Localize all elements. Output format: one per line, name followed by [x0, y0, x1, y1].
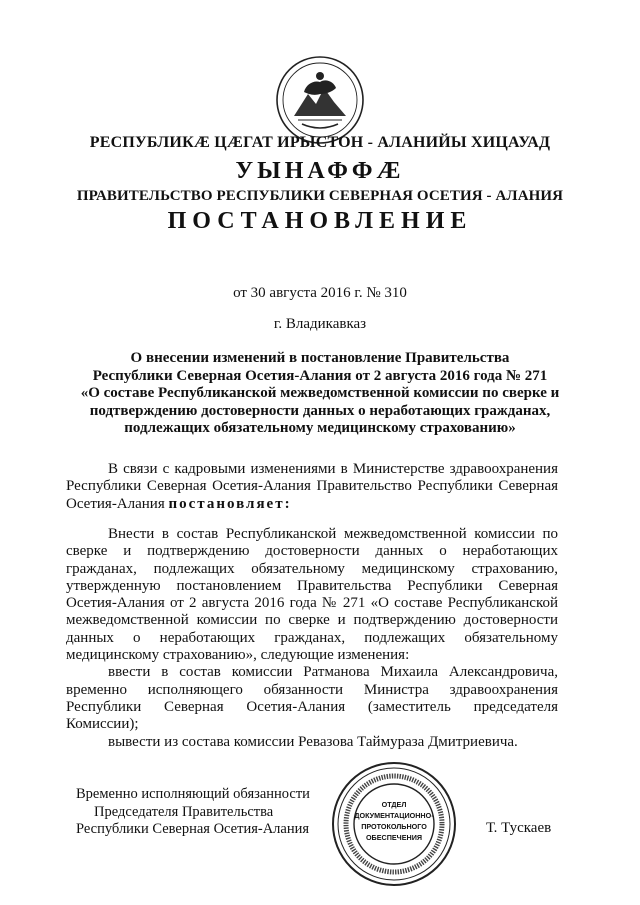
seal-text: ДОКУМЕНТАЦИОННО- [354, 811, 434, 820]
title-line: О внесении изменений в постановление Правительства [130, 350, 510, 366]
title-line: «О составе Республиканской межведомственной комиссии по сверке и [80, 385, 560, 401]
official-seal-stamp [330, 760, 458, 888]
seal-text: ОБЕСПЕЧЕНИЯ [365, 833, 423, 842]
signature-line: Временно исполняющий обязанности [76, 786, 310, 802]
preamble-paragraph [66, 461, 558, 513]
coat-of-arms-emblem-icon [274, 54, 366, 146]
document-title [60, 350, 580, 438]
body-item-add: ввести в состав комиссии Ратманова Михаила Александровича, временно исполняющего обязанности Министра здравоохранения Республики Северная Осетия-Алания (заместитель председателя Комиссии); [66, 664, 558, 733]
title-line: подтверждению достоверности данных о неработающих гражданах, [89, 402, 551, 419]
header-ossetian-decree: УЫНАФФӔ [235, 158, 405, 184]
signature-line: Республики Северная Осетия-Алания [76, 821, 310, 837]
title-line: подлежащих обязательному медицинскому страхованию» [124, 420, 516, 436]
signature-block [76, 786, 336, 839]
title-line: Республики Северная Осетия-Алания от 2 августа 2016 года № 271 [92, 367, 548, 384]
header-ossetian-republic: РЕСПУБЛИКӔ ЦӔГАТ ИРЫСТОН - АЛАНИЙЫ ХИЦАУАД [89, 134, 551, 151]
seal-text: ОТДЕЛ [381, 800, 407, 809]
body-item-remove: вывести из состава комиссии Ревазова Таймураза Дмитриевича. [108, 733, 518, 750]
preamble-emphasis: постановляет: [168, 495, 292, 512]
signature-line: Председателя Правительства [94, 803, 274, 820]
header-resolution: ПОСТАНОВЛЕНИЕ [167, 208, 473, 234]
seal-text: ПРОТОКОЛЬНОГО [361, 822, 427, 831]
body-main-paragraph: Внести в состав Республиканской межведомственной комиссии по сверке и подтверждению достоверности данных о неработающих гражданах, подлежащих обязательному медицинскому страхованию, утвержденную постановлением Правительства Республики Северная Осетия-Алания от 2 августа 2016 года № 271 «О составе Республиканской межведомственной комиссии по сверке и подтверждению достоверности данных о неработающих гражданах, подлежащих обязательному медицинскому страхованию», следующие изменения: [66, 526, 558, 664]
header-government: ПРАВИТЕЛЬСТВО РЕСПУБЛИКИ СЕВЕРНАЯ ОСЕТИЯ - АЛАНИЯ [76, 188, 564, 204]
preamble-text: В связи с кадровыми изменениями в Министерстве здравоохранения Республики Северная Осетия-Алания Правительство Республики Северная Осетия-Алания [66, 461, 558, 512]
signer-name: Т. Тускаев [486, 820, 552, 836]
resolution-body [66, 526, 558, 751]
date-and-number: от 30 августа 2016 г. № 310 [233, 285, 407, 301]
city: г. Владикавказ [273, 316, 367, 332]
